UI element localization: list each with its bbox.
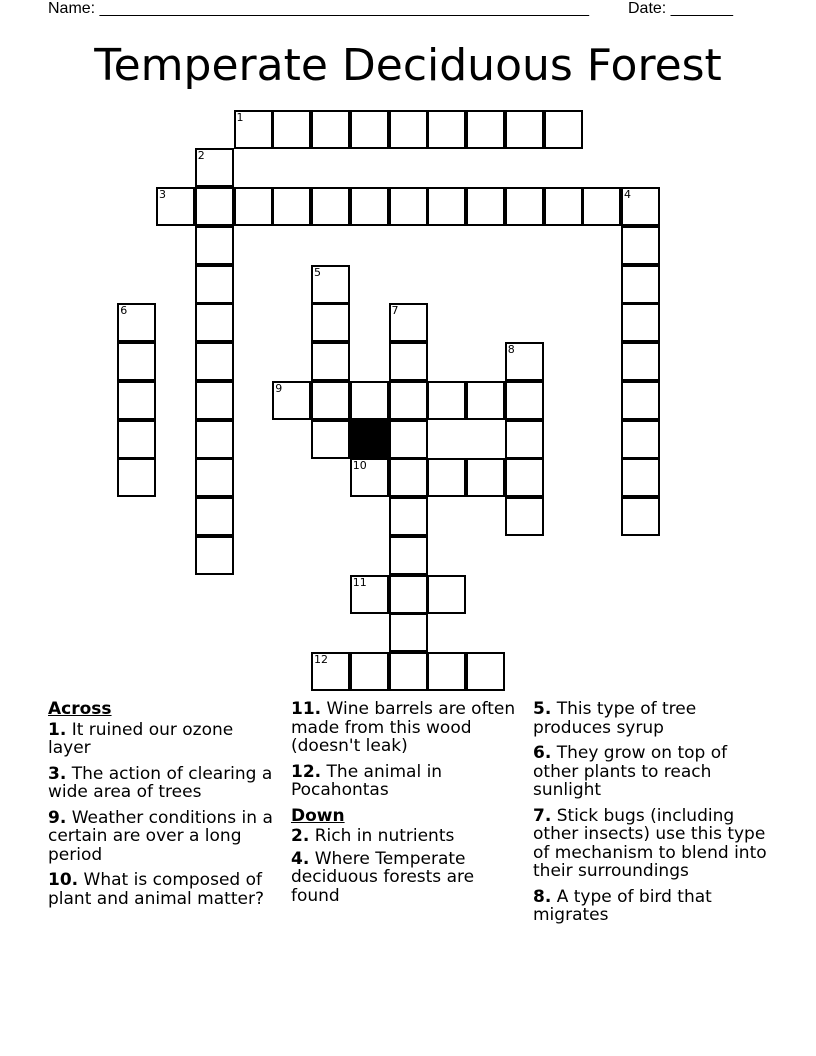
cell-number: 2 — [197, 149, 205, 163]
clue-number: 3. — [48, 763, 67, 784]
grid-cell[interactable] — [311, 342, 350, 381]
clue-number: 1. — [48, 719, 67, 740]
grid-cell[interactable] — [311, 381, 350, 420]
clue-number: 10. — [48, 870, 79, 890]
grid-cell[interactable] — [389, 420, 428, 459]
grid-cell[interactable] — [427, 381, 466, 420]
cell-number: 5 — [314, 265, 321, 279]
cell-number: 7 — [391, 304, 399, 318]
grid-cell[interactable] — [195, 187, 234, 226]
grid-cell[interactable] — [621, 226, 660, 265]
grid-cell[interactable] — [311, 303, 350, 342]
grid-cell[interactable] — [621, 497, 660, 536]
cell-number: 8 — [507, 343, 515, 356]
grid-cell-7[interactable] — [389, 303, 428, 342]
grid-cell[interactable] — [427, 110, 466, 149]
grid-cell[interactable] — [505, 110, 544, 149]
grid-cell[interactable] — [350, 110, 389, 149]
grid-cell[interactable] — [621, 342, 660, 381]
clue-number: 9. — [48, 807, 67, 828]
grid-cell[interactable] — [311, 110, 350, 149]
grid-cell[interactable] — [427, 187, 466, 226]
down-clue — [533, 744, 773, 800]
cell-number: 4 — [624, 188, 631, 201]
grid-cell[interactable] — [621, 420, 660, 459]
across-clue — [48, 871, 276, 908]
grid-cell-5[interactable] — [311, 265, 350, 304]
grid-cell[interactable] — [621, 458, 660, 497]
grid-cell[interactable] — [621, 381, 660, 420]
grid-cell[interactable] — [117, 381, 156, 420]
grid-cell[interactable] — [466, 381, 505, 420]
grid-cell-12[interactable] — [311, 652, 350, 691]
clue-number: 5. — [533, 699, 552, 719]
grid-cell[interactable] — [117, 458, 156, 497]
date-field-label[interactable]: Date: _______ — [628, 0, 733, 17]
grid-cell[interactable] — [195, 497, 234, 536]
grid-cell[interactable] — [466, 458, 505, 497]
grid-cell[interactable] — [311, 420, 350, 459]
cell-number: 3 — [159, 188, 166, 201]
grid-cell[interactable] — [389, 187, 428, 226]
across-clue — [291, 763, 519, 800]
down-clue — [291, 850, 519, 906]
grid-cell[interactable] — [505, 497, 544, 536]
clue-text: They grow on top of other plants to reach sunlight — [533, 743, 728, 800]
down-clue — [291, 827, 519, 846]
grid-cell[interactable] — [389, 536, 428, 575]
across-clue — [48, 765, 276, 802]
grid-cell[interactable] — [195, 458, 234, 497]
grid-cell[interactable] — [195, 381, 234, 420]
cell-number: 9 — [275, 381, 283, 395]
clue-text: This type of tree produces syrup — [533, 699, 697, 738]
grid-cell[interactable] — [427, 652, 466, 691]
grid-cell-8[interactable] — [505, 342, 544, 381]
puzzle-title: Temperate Deciduous Forest — [94, 40, 722, 91]
grid-cell[interactable] — [234, 187, 273, 226]
across-clue — [48, 809, 276, 865]
grid-cell[interactable] — [195, 303, 234, 342]
grid-cell-9[interactable] — [272, 381, 311, 420]
clue-number: 2. — [291, 826, 310, 846]
grid-cell-3[interactable] — [156, 187, 195, 226]
grid-cell[interactable] — [389, 458, 428, 497]
clue-text: What is composed of plant and animal matter? — [48, 870, 264, 909]
cell-number: 10 — [352, 459, 367, 473]
grid-cell[interactable] — [389, 613, 428, 652]
grid-cell-1[interactable] — [234, 110, 273, 149]
black-grid-cell — [350, 420, 389, 459]
grid-cell[interactable] — [505, 187, 544, 226]
clue-text: The animal in Pocahontas — [291, 761, 443, 800]
down-clue — [533, 700, 773, 737]
grid-cell[interactable] — [544, 187, 583, 226]
clue-column-1 — [48, 700, 276, 915]
grid-cell[interactable] — [389, 497, 428, 536]
cell-number: 6 — [120, 304, 128, 318]
grid-cell[interactable] — [505, 458, 544, 497]
grid-cell[interactable] — [582, 187, 621, 226]
clue-column-3 — [533, 700, 773, 932]
grid-cell[interactable] — [389, 110, 428, 149]
grid-cell[interactable] — [466, 187, 505, 226]
grid-cell[interactable] — [117, 342, 156, 381]
clue-text: Rich in nutrients — [314, 826, 455, 846]
clue-text: The action of clearing a wide area of trees — [48, 763, 273, 802]
grid-cell[interactable] — [350, 187, 389, 226]
grid-cell[interactable] — [466, 110, 505, 149]
down-clue — [533, 888, 773, 925]
grid-cell[interactable] — [544, 110, 583, 149]
clue-column-2 — [291, 700, 519, 912]
grid-cell[interactable] — [195, 342, 234, 381]
grid-cell[interactable] — [389, 652, 428, 691]
across-clue — [48, 721, 276, 758]
grid-cell[interactable] — [466, 652, 505, 691]
grid-cell[interactable] — [195, 420, 234, 459]
grid-cell-10[interactable] — [350, 458, 389, 497]
grid-cell[interactable] — [311, 187, 350, 226]
down-clue — [533, 807, 773, 881]
grid-cell[interactable] — [350, 381, 389, 420]
grid-cell[interactable] — [117, 420, 156, 459]
grid-cell[interactable] — [389, 342, 428, 381]
grid-cell-2[interactable] — [195, 148, 234, 187]
grid-cell[interactable] — [427, 575, 466, 614]
clue-text: Where Temperate deciduous forests are found — [291, 848, 475, 906]
grid-cell[interactable] — [621, 265, 660, 304]
grid-cell[interactable] — [272, 187, 311, 226]
grid-cell[interactable] — [195, 536, 234, 575]
across-clue — [291, 700, 519, 756]
grid-cell[interactable] — [505, 420, 544, 459]
grid-cell-6[interactable] — [117, 303, 156, 342]
clue-number: 8. — [533, 886, 552, 907]
cell-number: 11 — [352, 575, 367, 589]
clue-text: It ruined our ozone layer — [48, 719, 234, 758]
clue-text: Stick bugs (including other insects) use this type of mechanism to blend into their surroundings — [533, 805, 767, 881]
grid-cell[interactable] — [427, 458, 466, 497]
grid-cell[interactable] — [621, 303, 660, 342]
grid-cell[interactable] — [505, 381, 544, 420]
clue-number: 11. — [291, 699, 322, 719]
grid-cell-4[interactable] — [621, 187, 660, 226]
grid-cell[interactable] — [389, 381, 428, 420]
grid-cell[interactable] — [389, 575, 428, 614]
cell-number: 12 — [314, 653, 328, 666]
clue-text: Wine barrels are often made from this wood (doesn't leak) — [291, 699, 516, 756]
grid-cell[interactable] — [195, 265, 234, 304]
name-field-label[interactable]: Name: _______________________________________________________ — [48, 0, 589, 17]
down-heading: Down — [291, 805, 345, 826]
grid-cell[interactable] — [272, 110, 311, 149]
clue-text: Weather conditions in a certain are over a long period — [48, 807, 273, 865]
clue-number: 4. — [291, 848, 310, 869]
cell-number: 1 — [236, 110, 244, 124]
clue-number: 7. — [533, 805, 552, 826]
grid-cell[interactable] — [195, 226, 234, 265]
grid-cell[interactable] — [350, 652, 389, 691]
clue-number: 12. — [291, 761, 322, 782]
clue-text: A type of bird that migrates — [533, 886, 712, 925]
across-heading: Across — [48, 699, 112, 719]
clue-number: 6. — [533, 743, 552, 763]
grid-cell-11[interactable] — [350, 575, 389, 614]
